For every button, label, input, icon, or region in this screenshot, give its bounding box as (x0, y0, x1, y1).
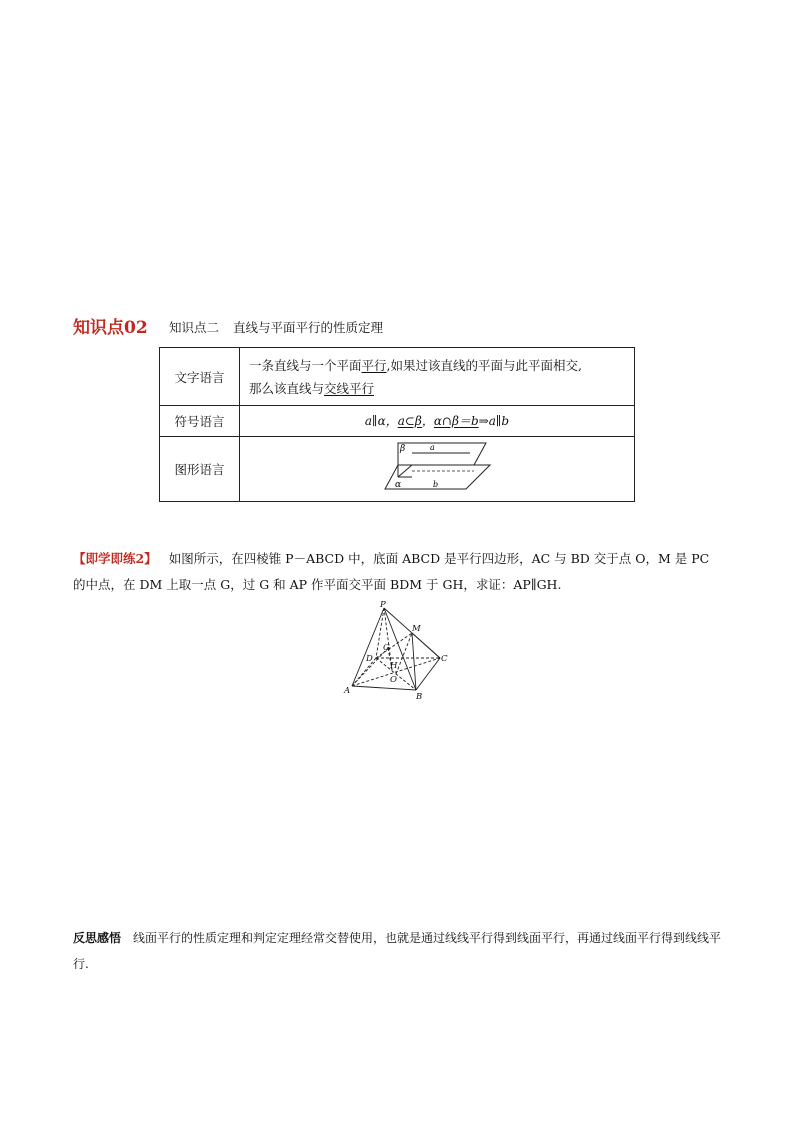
plane-beta-edge (398, 465, 412, 477)
reflection-tag: 反思感悟 (73, 931, 122, 945)
label-alpha: α (395, 480, 402, 490)
symbol-fragment: ， (421, 413, 434, 428)
symbol-fragment-underlined: α∩β＝b (433, 413, 479, 428)
symbol-fragment: ⇒a∥b (478, 413, 510, 428)
table-row-symbol (160, 406, 635, 437)
seg-DM (376, 633, 412, 658)
label-G: G (383, 643, 390, 653)
label-b: b (433, 480, 439, 489)
planes-diagram (240, 437, 634, 501)
symbol-fragment-underlined: a⊂β (397, 413, 422, 428)
label-P: P (380, 600, 386, 610)
symbol-fragment: a∥α， (364, 413, 398, 428)
row-label-figure-language: 图形语言 (160, 437, 240, 502)
text-fragment-underlined: 平行 (361, 357, 387, 373)
section-subtitle (169, 318, 393, 336)
plane-beta (398, 443, 486, 477)
reflection-note (73, 925, 725, 977)
label-B: B (416, 692, 423, 702)
practice-tag: 【即学即练2】 (73, 551, 157, 566)
edge-BC (416, 658, 440, 690)
row-label-symbol-language: 符号语言 (160, 406, 240, 437)
row-label-text-language: 文字语言 (160, 348, 240, 406)
label-M: M (412, 624, 421, 634)
reflection-text: 线面平行的性质定理和判定定理经常交替使用，也就是通过线线平行得到线面平行，再通过线面平行得到线线平行. (73, 931, 722, 971)
subtitle-index: 知识点二 (169, 320, 220, 335)
text-fragment: 那么该直线与 (249, 380, 325, 396)
table-row-text (160, 348, 635, 406)
edge-MC (412, 633, 440, 658)
figure-language-content (240, 437, 635, 502)
text-fragment: ,如果过该直线的平面与此平面相交, (386, 357, 582, 373)
label-a: a (430, 443, 435, 452)
theorem-table (159, 347, 635, 502)
section-heading: 知识点02 (73, 318, 148, 338)
label-beta: β (400, 444, 406, 454)
table-row-figure (160, 437, 635, 502)
label-O: O (390, 675, 397, 685)
text-fragment-underlined: 交线平行 (324, 380, 375, 396)
edge-PA (352, 608, 384, 686)
symbol-language-content (240, 406, 635, 437)
practice-text: 如图所示，在四棱锥 P－ABCD 中，底面 ABCD 是平行四边形，AC 与 BD 交于点 O，M 是 PC 的中点，在 DM 上取一点 G，过 G 和 AP 作平面交平面 BDM 于 GH，求证：AP∥GH. (73, 551, 710, 592)
text-fragment: 一条直线与一个平面 (249, 357, 362, 373)
text-language-content (240, 348, 635, 406)
label-H: H (390, 661, 398, 671)
pyramid-diagram (338, 600, 458, 704)
label-A: A (344, 686, 351, 696)
edge-AB (352, 686, 416, 690)
label-D: D (366, 654, 373, 664)
label-C: C (441, 654, 448, 664)
practice-problem (73, 546, 721, 598)
subtitle-title: 直线与平面平行的性质定理 (233, 320, 384, 335)
